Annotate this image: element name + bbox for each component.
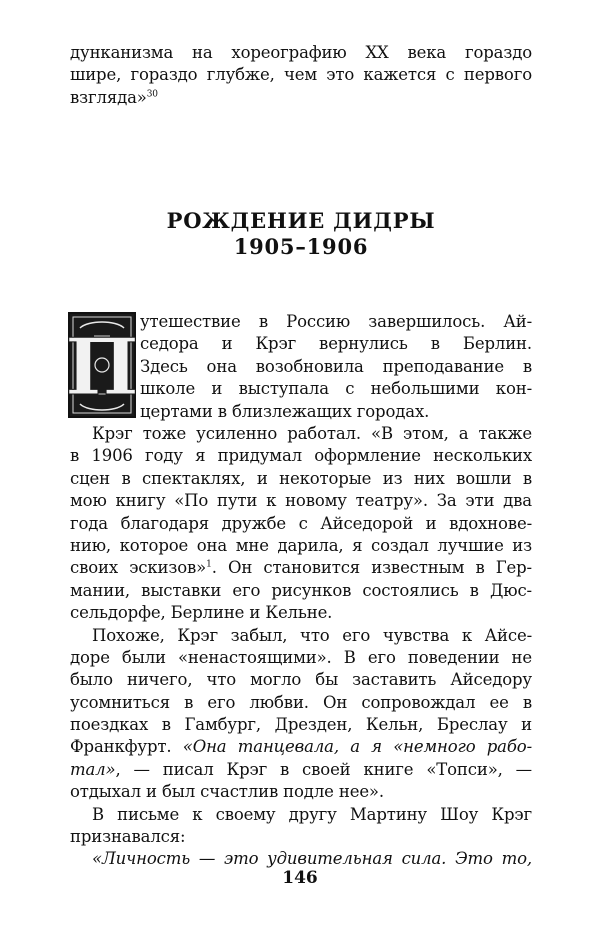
text-line: года благодаря дружбе с Айседорой и вдохнове- [70,513,532,533]
dropcap-ornament-graphic [65,314,139,416]
text-line: мании, выставки его рисунков состоялись в Дюс- [70,580,532,600]
text-line: цертами в близлежащих городах. [140,401,430,421]
text-fragment: , — писал Крэг в своей книге «Топси», — [115,759,532,779]
text-line: Здесь она возобновила преподавание в [140,356,532,376]
text-line: сельдорфе, Берлине и Кельне. [70,603,333,623]
text-fragment: Франкфурт. [70,737,183,757]
dropcap-letter: П [65,322,139,413]
dropcap-paragraph [140,311,532,423]
page-number: 146 [282,868,318,888]
footnote-mark: 1 [206,559,212,570]
text-line: шире, гораздо глубже, чем это кажется с первого [70,65,532,85]
top-paragraph [70,42,532,109]
text-line: мою книгу «По пути к новому театру». За эти два [70,491,532,511]
text-fragment: взгляда» [70,87,147,107]
text-line: сцен в спектаклях, и некоторые из них вошли в [70,468,532,488]
text-line: усомниться в его любви. Он сопровождал ее в [70,692,532,712]
chapter-title: РОЖДЕНИЕ ДИДРЫ [166,208,436,233]
text-line [70,87,532,109]
text-line [70,759,532,781]
text-line: отдыхал и был счастлив подле нее». [70,782,384,802]
text-line: было ничего, что могло бы заставить Айседору [70,670,532,690]
body-text [70,423,532,871]
text-fragment: . Он становится известным в Гер- [211,558,532,578]
text-line: в 1906 году я придумал оформление нескольких [70,446,532,466]
quote-italic-line: «Личность — это удивительная сила. Это то, [92,849,532,869]
text-line: Крэг тоже усиленно работал. «В этом, а также [92,424,532,443]
text-line: нию, которое она мне дарила, я создал лучшие из [70,535,532,555]
dropcap-ornament [65,312,139,418]
text-line: поездках в Гамбург, Дрезден, Кельн, Бреслау и [70,715,532,735]
footnote-mark: 30 [146,89,158,100]
text-line: Похоже, Крэг забыл, что его чувства к Айсе- [92,625,532,645]
quote-italic: тал» [70,759,116,779]
text-line: В письме к своему другу Мартину Шоу Крэг [92,804,532,824]
text-line [70,557,532,579]
text-line: утешествие в Россию завершилось. Ай- [140,312,532,331]
text-line [70,736,532,758]
text-line: седора и Крэг вернулись в Берлин. [140,334,532,354]
text-fragment: своих эскизов» [70,558,207,578]
text-line: признавался: [70,827,186,847]
text-line: дунканизма на хореографию XX века гораздо [70,43,532,62]
quote-italic: «Она танцевала, а я «немного рабо- [182,737,532,757]
text-line: доре были «ненастоящими». В его поведении не [70,647,532,667]
chapter-years: 1905–1906 [233,234,369,259]
chapter-heading [70,208,532,260]
text-line: школе и выступала с небольшими кон- [140,379,532,399]
